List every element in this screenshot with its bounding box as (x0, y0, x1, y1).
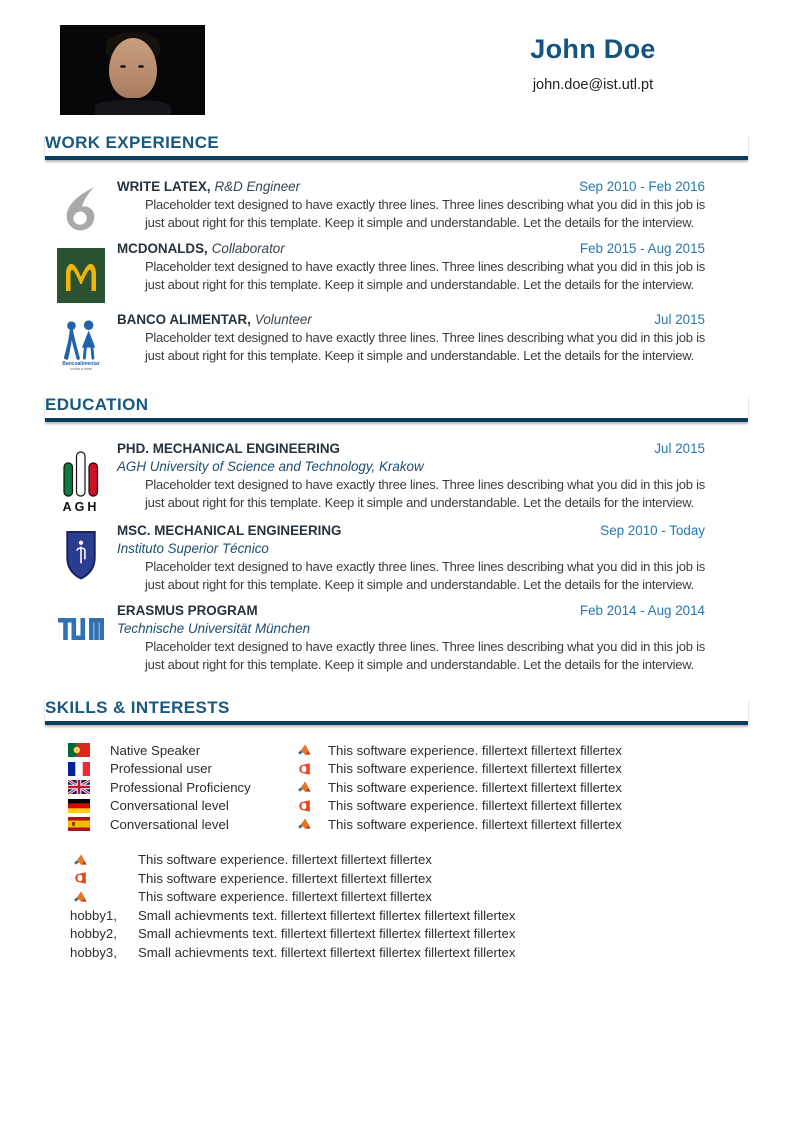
hobby-row (45, 925, 748, 944)
degree-name: ERASMUS PROGRAM (117, 603, 258, 618)
profile-photo (60, 25, 205, 115)
writelatex-leaf-logo (45, 178, 117, 232)
language-row (45, 741, 298, 760)
matlab-icon (74, 854, 87, 866)
work-entries (45, 178, 748, 371)
language-level-label: Conversational level (110, 816, 229, 832)
banco-logo-caption: Bancoalimentar (62, 361, 100, 367)
section-education (45, 395, 748, 674)
person-name: John Doe (530, 34, 656, 64)
agh-icon (61, 448, 101, 498)
education-entry (45, 602, 748, 674)
section-title-skills: SKILLS & INTERESTS (45, 698, 230, 717)
job-role: Volunteer (254, 312, 312, 327)
entry-date: Jul 2015 (654, 441, 705, 456)
software-row (45, 888, 748, 907)
ist-shield-logo (45, 522, 117, 594)
section-rule (45, 395, 748, 422)
entry-date: Feb 2015 - Aug 2015 (579, 241, 705, 256)
banco-alimentar-icon (59, 319, 103, 361)
agh-logo (45, 440, 117, 514)
software-experience-text: This software experience. fillertext fillertext fillertex (328, 779, 622, 795)
degree-name: MSC. MECHANICAL ENGINEERING (117, 523, 342, 538)
software-experience-text: This software experience. fillertext fillertext fillertex (138, 870, 432, 886)
france-flag-icon (68, 762, 90, 776)
hobby-row (45, 906, 748, 925)
software-extra-block (45, 851, 748, 962)
software-experience-text: This software experience. fillertext fillertext fillertex (328, 742, 622, 758)
software-row (298, 760, 748, 779)
entry-description: Placeholder text designed to have exactly three lines. Three lines describing what you did in this job is just about right for this template. Keep it simple and understandable. Let the details for the interview. (145, 639, 705, 672)
person-email: john.doe@ist.utl.pt (532, 77, 654, 93)
header-identity (488, 34, 698, 93)
section-work-experience (45, 133, 748, 371)
hobby-label: hobby1, (70, 907, 117, 923)
software-column (298, 741, 748, 834)
photo-jacket (95, 100, 171, 115)
language-level-label: Professional user (110, 761, 212, 777)
entry-date: Feb 2014 - Aug 2014 (579, 603, 705, 618)
education-entries (45, 440, 748, 674)
software-experience-text: This software experience. fillertext fillertext fillertex (138, 852, 432, 868)
language-level-label: Conversational level (110, 798, 229, 814)
entry-description: Placeholder text designed to have exactly three lines. Three lines describing what you did in this job is just about right for this template. Keep it simple and understandable. Let the details for the interview. (145, 197, 705, 230)
institution-name: Instituto Superior Técnico (117, 541, 269, 556)
mcdonalds-icon (57, 248, 105, 303)
portugal-flag-icon (68, 743, 90, 757)
spain-flag-icon (68, 817, 90, 831)
photo-face (109, 38, 157, 98)
institution-name: AGH University of Science and Technology, Krakow (117, 459, 424, 474)
germany-flag-icon (68, 799, 90, 813)
company-name: WRITE LATEX, (117, 179, 211, 194)
software-experience-text: This software experience. fillertext fillertext fillertex (328, 816, 622, 832)
office-icon (298, 800, 311, 812)
language-row (45, 760, 298, 779)
hobby-label: hobby2, (70, 926, 117, 942)
section-rule (45, 133, 748, 160)
job-role: Collaborator (211, 241, 285, 256)
section-title-work: WORK EXPERIENCE (45, 133, 220, 152)
matlab-icon (298, 818, 311, 830)
tum-icon (58, 618, 104, 640)
work-entry (45, 240, 748, 303)
banco-alimentar-logo (45, 311, 117, 371)
entry-date: Jul 2015 (654, 312, 705, 327)
software-row (298, 778, 748, 797)
skills-columns (45, 741, 748, 834)
photo-eye (120, 65, 126, 68)
matlab-icon (298, 744, 311, 756)
entry-date: Sep 2010 - Today (600, 523, 705, 538)
section-rule (45, 698, 748, 725)
language-row (45, 778, 298, 797)
entry-description: Placeholder text designed to have exactly three lines. Three lines describing what you did in this job is just about right for this template. Keep it simple and understandable. Let the details for the interview. (145, 559, 705, 592)
hobby-text: Small achievments text. fillertext fillertext fillertex fillertext fillertex (138, 907, 516, 923)
cv-content (45, 133, 748, 962)
software-row (45, 851, 748, 870)
hobby-row (45, 943, 748, 962)
job-role: R&D Engineer (214, 179, 301, 194)
matlab-icon (298, 781, 311, 793)
education-entry (45, 440, 748, 514)
languages-column (45, 741, 298, 834)
degree-name: PHD. MECHANICAL ENGINEERING (117, 441, 340, 456)
software-experience-text: This software experience. fillertext fillertext fillertex (328, 798, 622, 814)
agh-logo-label: AGH (62, 500, 100, 514)
language-level-label: Professional Proficiency (110, 779, 251, 795)
software-row (45, 869, 748, 888)
hobby-label: hobby3, (70, 944, 117, 960)
software-row (298, 797, 748, 816)
tum-logo (45, 602, 117, 674)
work-entry (45, 311, 748, 371)
software-row (298, 741, 748, 760)
mcdonalds-logo (45, 240, 117, 303)
section-title-education: EDUCATION (45, 395, 149, 414)
institution-name: Technische Universität München (117, 621, 311, 636)
company-name: BANCO ALIMENTAR, (117, 312, 251, 327)
language-level-label: Native Speaker (110, 742, 201, 758)
work-entry (45, 178, 748, 232)
language-row (45, 797, 298, 816)
entry-description: Placeholder text designed to have exactly three lines. Three lines describing what you did in this job is just about right for this template. Keep it simple and understandable. Let the details for the interview. (145, 259, 705, 292)
hobby-text: Small achievments text. fillertext fillertext fillertex fillertext fillertex (138, 944, 516, 960)
photo-eye (138, 65, 144, 68)
company-name: MCDONALDS, (117, 241, 208, 256)
software-experience-text: This software experience. fillertext fillertext fillertex (138, 889, 432, 905)
entry-date: Sep 2010 - Feb 2016 (579, 179, 705, 194)
entry-description: Placeholder text designed to have exactly three lines. Three lines describing what you did in this job is just about right for this template. Keep it simple and understandable. Let the details for the interview. (145, 330, 705, 363)
software-row (298, 815, 748, 834)
section-skills-interests (45, 698, 748, 962)
education-entry (45, 522, 748, 594)
hobby-text: Small achievments text. fillertext fillertext fillertex fillertext fillertex (138, 926, 516, 942)
uk-flag-icon (68, 780, 90, 794)
entry-description: Placeholder text designed to have exactly three lines. Three lines describing what you did in this job is just about right for this template. Keep it simple and understandable. Let the details for the interview. (145, 477, 705, 510)
banco-logo-caption2: contra a fome (70, 367, 92, 371)
writelatex-leaf-icon (60, 186, 102, 232)
matlab-icon (74, 891, 87, 903)
language-row (45, 815, 298, 834)
ist-shield-icon (65, 530, 97, 580)
software-experience-text: This software experience. fillertext fillertext fillertex (328, 761, 622, 777)
office-icon (298, 763, 311, 775)
office-icon (74, 872, 87, 884)
